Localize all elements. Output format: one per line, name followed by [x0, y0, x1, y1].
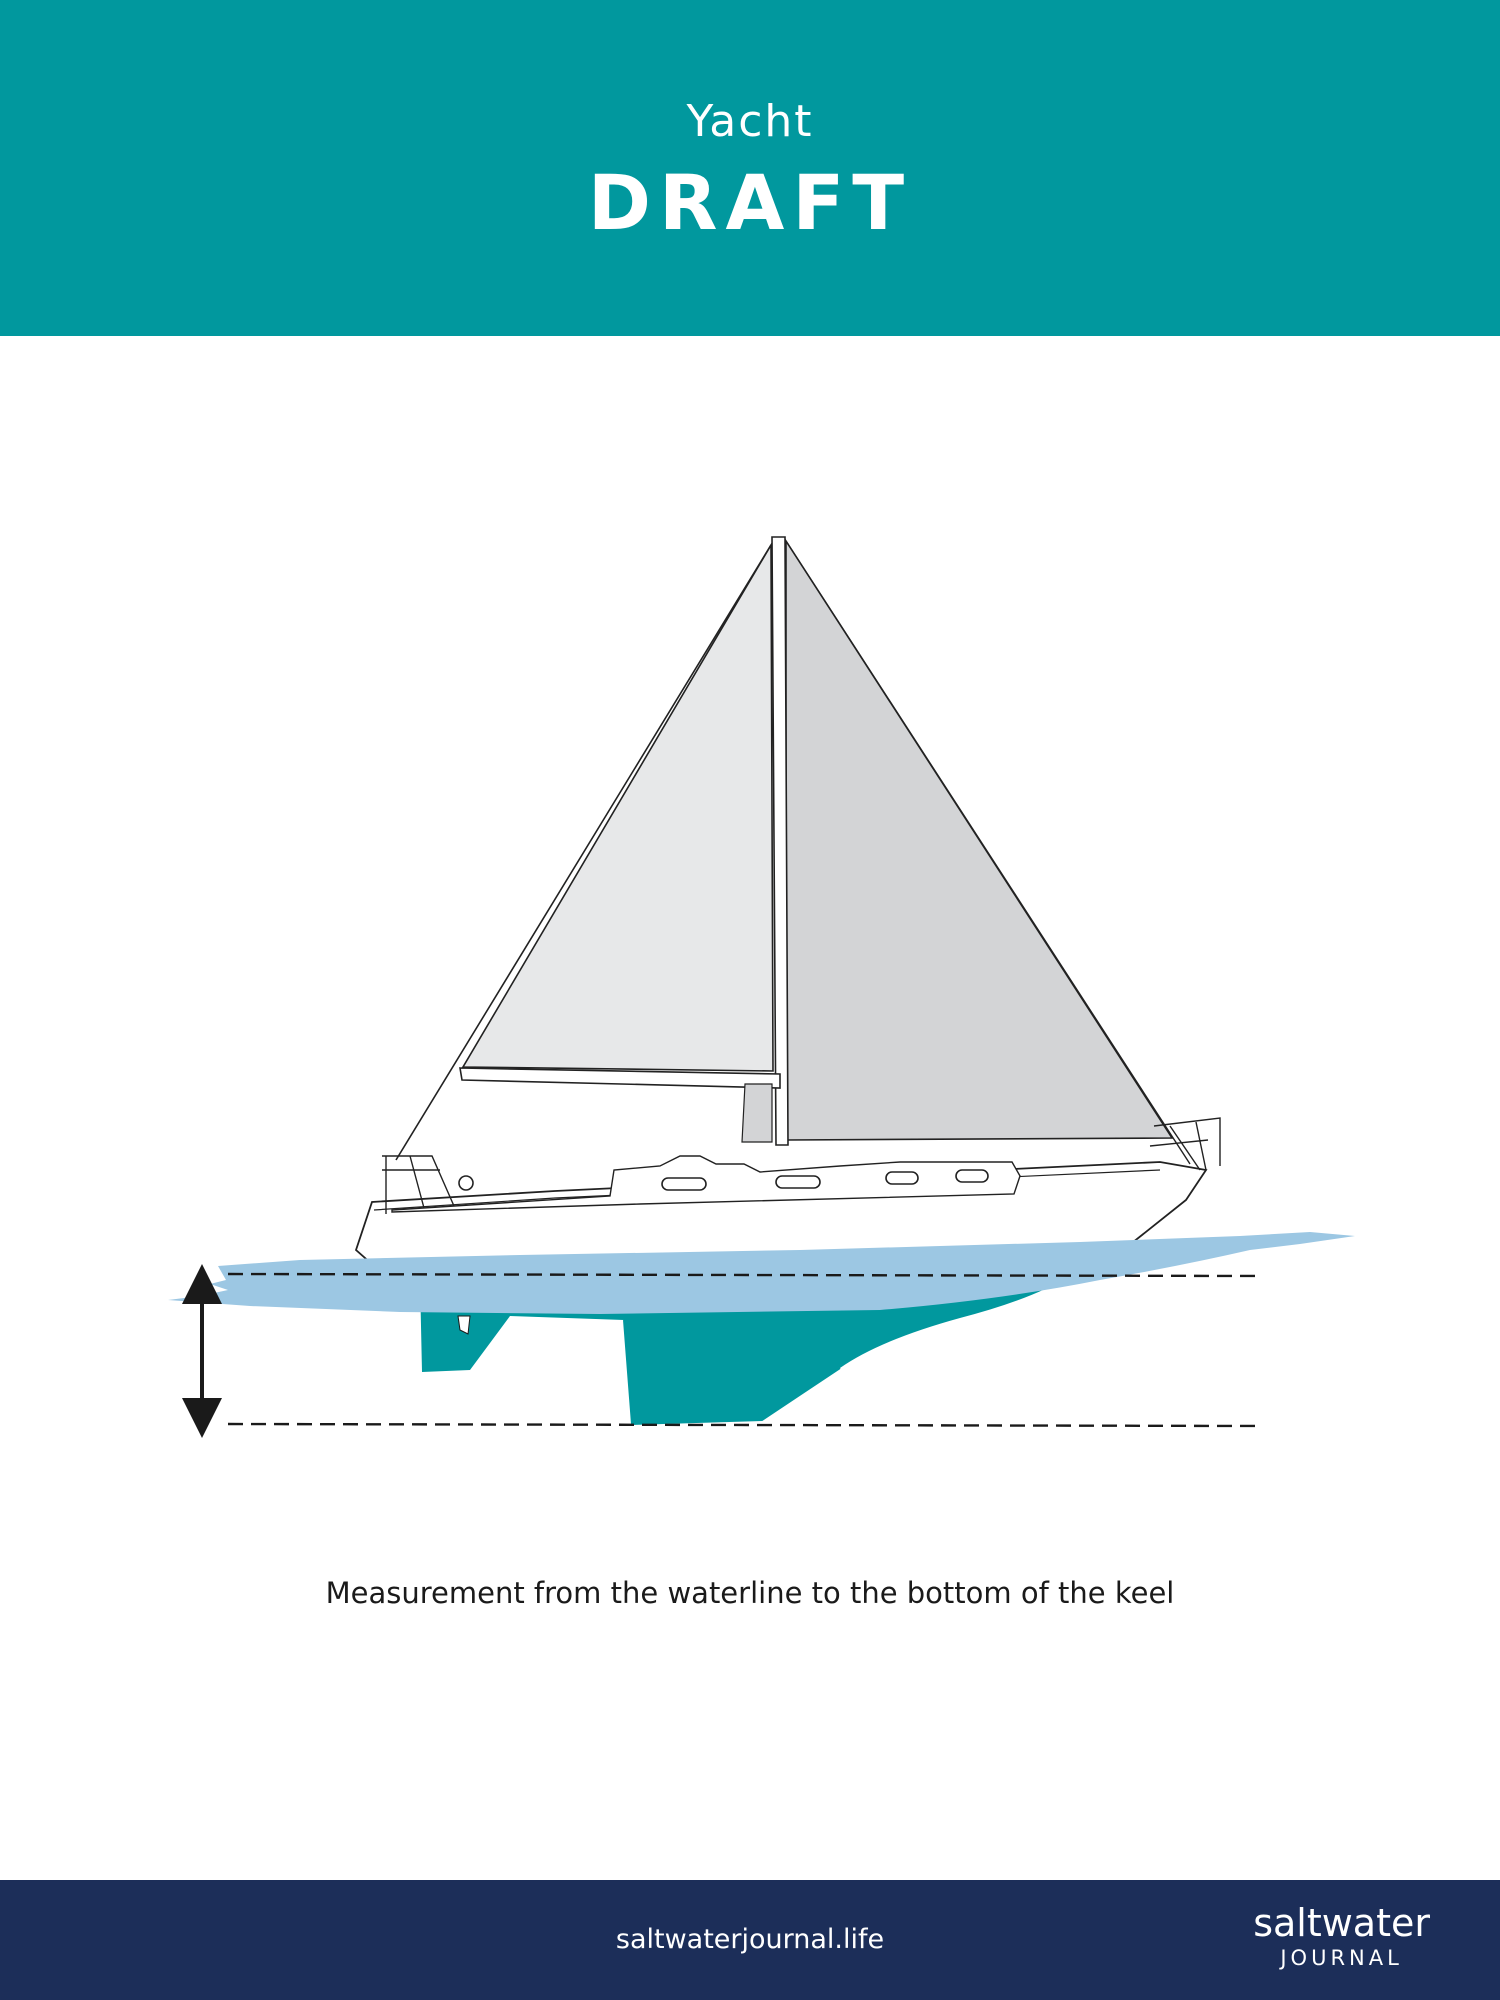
porthole [662, 1178, 706, 1190]
porthole [886, 1172, 918, 1184]
header-banner [0, 0, 1500, 336]
website-link[interactable]: saltwaterjournal.life [615, 1924, 885, 1955]
dodger [742, 1084, 772, 1142]
page-title: DRAFT [587, 158, 913, 247]
winch [459, 1176, 473, 1190]
diagram-caption: Measurement from the waterline to the bottom of the keel [325, 1576, 1175, 1610]
mast [772, 537, 788, 1145]
logo-wordmark-bottom: JOURNAL [1280, 1946, 1403, 1970]
mainsail [463, 545, 773, 1071]
footer-banner [0, 1880, 1500, 2000]
keel-bottom-dashed [228, 1424, 1262, 1426]
logo-wordmark-top: saltwater [1253, 1901, 1430, 1945]
yacht-draft-diagram [0, 336, 1500, 1880]
porthole [776, 1176, 820, 1188]
brand-logo [1253, 1902, 1430, 1972]
porthole [956, 1170, 988, 1182]
page-subtitle: Yacht [686, 96, 814, 147]
